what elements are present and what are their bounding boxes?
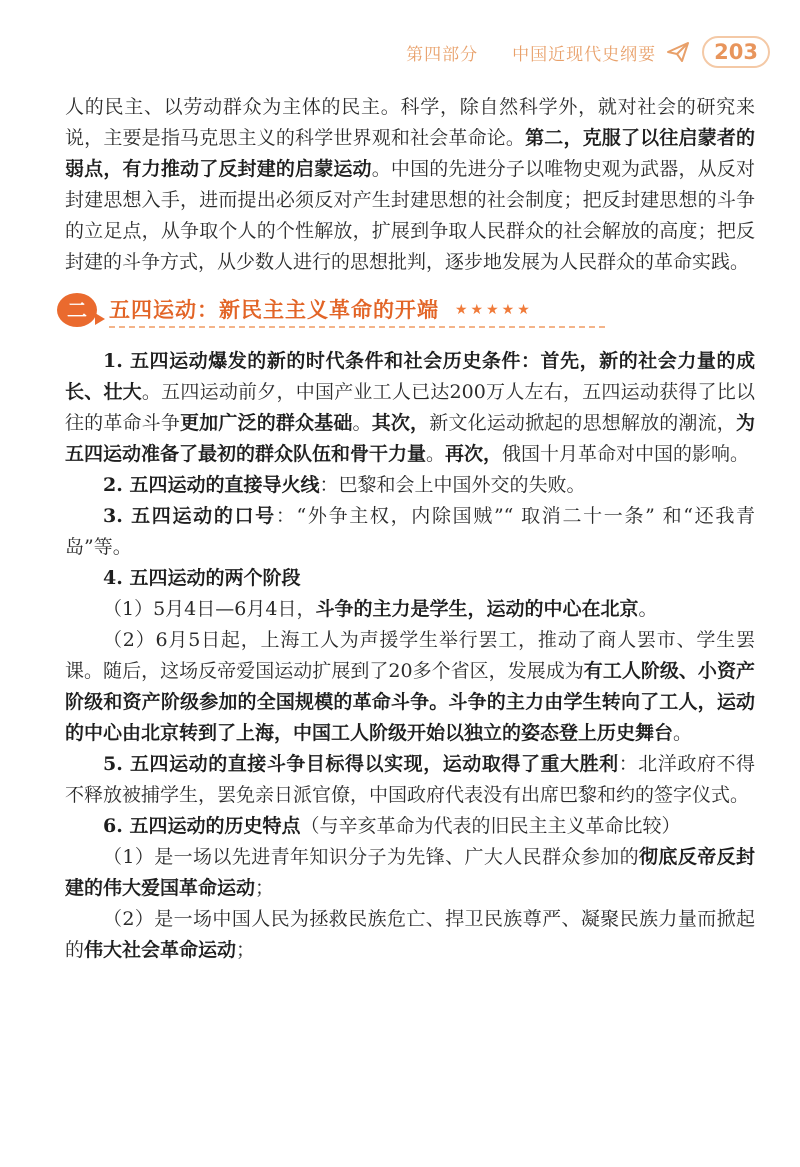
paragraph-intro: 人的民主、以劳动群众为主体的民主。科学，除自然科学外，就对社会的研究来说，主要是指马克思主义的科学世界观和社会革命论。第二，克服了以往启蒙者的弱点，有力推动了反封建的启蒙运动。中国的先进分子以唯物史观为武器，从反对封建思想入手，进而提出必须反对产生封建思想的社会制度；把反封建思想的斗争的立足点，从争取个人的个性解放，扩展到争取人民群众的社会解放的高度；把反封建的斗争方式，从少数人进行的思想批判，逐步地发展为人民群众的革命实践。 — [65, 96, 755, 273]
list-item-6: 6. 五四运动的历史特点（与辛亥革命为代表的旧民主主义革命比较） — [103, 815, 681, 837]
list-item-3: 3. 五四运动的口号：“外争主权，内除国贼”“ 取消二十一条” 和“还我青岛”等。 — [65, 505, 755, 558]
list-item-6-point-2: （2）是一场中国人民为拯救民族危亡、捍卫民族尊严、凝聚民族力量而掀起的伟大社会革命运动； — [65, 908, 755, 961]
list-item-6-point-1: （1）是一场以先进青年知识分子为先锋、广大人民群众参加的彻底反帝反封建的伟大爱国革命运动； — [65, 846, 755, 899]
page-content — [65, 92, 755, 966]
list-item-5: 5. 五四运动的直接斗争目标得以实现，运动取得了重大胜利：北洋政府不得不释放被捕学生，罢免亲日派官僚，中国政府代表没有出席巴黎和约的签字仪式。 — [65, 753, 755, 806]
page-number: 203 — [702, 36, 770, 68]
part-label: 第四部分 — [406, 44, 479, 65]
dashed-divider — [109, 326, 605, 328]
section-number-badge: 二 — [57, 293, 97, 327]
paper-plane-icon — [666, 41, 690, 63]
list-item-4: 4. 五四运动的两个阶段 — [103, 567, 301, 589]
list-item-2: 2. 五四运动的直接导火线：巴黎和会上中国外交的失败。 — [103, 474, 586, 496]
star-rating-icon: ★★★★★ — [455, 301, 533, 318]
list-item-4-stage-1: （1）5月4日—6月4日，斗争的主力是学生，运动的中心在北京。 — [103, 598, 658, 620]
book-title: 中国近现代史纲要 — [512, 44, 657, 65]
list-item-1: 1. 五四运动爆发的新的时代条件和社会历史条件：首先，新的社会力量的成长、壮大。五四运动前夕，中国产业工人已达200万人左右，五四运动获得了比以往的革命斗争更加广泛的群众基础。其次，新文化运动掀起的思想解放的潮流，为五四运动准备了最初的群众队伍和骨干力量。再次，俄国十月革命对中国的影响。 — [65, 350, 755, 465]
section-heading — [57, 288, 755, 332]
list-item-4-stage-2: （2）6月5日起，上海工人为声援学生举行罢工，推动了商人罢市、学生罢课。随后，这场反帝爱国运动扩展到了20多个省区，发展成为有工人阶级、小资产阶级和资产阶级参加的全国规模的革命斗争。斗争的主力由学生转向了工人，运动的中心由北京转到了上海，中国工人阶级开始以独立的姿态登上历史舞台。 — [65, 629, 755, 744]
page-header — [406, 32, 770, 72]
section-title: 五四运动：新民主主义革命的开端 — [109, 297, 439, 322]
